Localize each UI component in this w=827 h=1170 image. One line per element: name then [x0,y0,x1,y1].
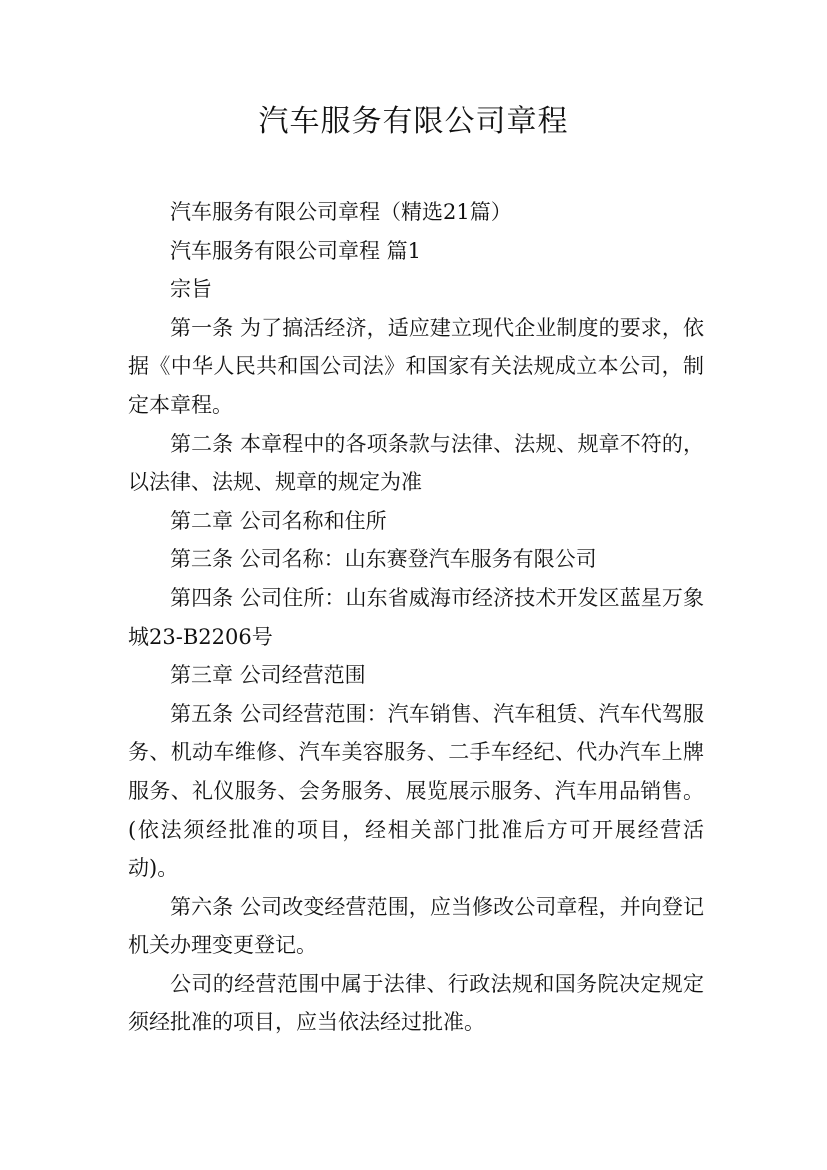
document-body [128,193,704,1042]
paragraph-subtitle: 汽车服务有限公司章程（精选21篇） [170,200,512,224]
document-title: 汽车服务有限公司章程 [258,104,569,139]
paragraph-article-1: 第一条 为了搞活经济，适应建立现代企业制度的要求，依据《中华人民共和国公司法》和国家有关法规成立本公司，制定本章程。 [128,315,704,417]
paragraph-purpose-heading: 宗旨 [170,277,212,302]
paragraph-article-5: 第五条 公司经营范围：汽车销售、汽车租赁、汽车代驾服务、机动车维修、汽车美容服务、二手车经纪、代办汽车上牌服务、礼仪服务、会务服务、展览展示服务、汽车用品销售。(依法须经批准的项目，经相关部门批准后方可开展经营活动)。 [128,701,704,881]
paragraph-article-6: 第六条 公司改变经营范围，应当修改公司章程，并向登记机关办理变更登记。 [128,894,704,958]
paragraph-article-2: 第二条 本章程中的各项条款与法律、法规、规章不符的，以法律、法规、规章的规定为准 [128,431,704,495]
paragraph-article-4: 第四条 公司住所：山东省威海市经济技术开发区蓝星万象城23-B2206号 [128,585,704,649]
paragraph-section-heading: 汽车服务有限公司章程 篇1 [170,238,422,263]
paragraph-scope-approval: 公司的经营范围中属于法律、行政法规和国务院决定规定须经批准的项目，应当依法经过批准。 [128,971,704,1035]
paragraph-article-3: 第三条 公司名称：山东赛登汽车服务有限公司 [170,547,597,572]
paragraph-chapter-3: 第三章 公司经营范围 [170,663,366,688]
paragraph-chapter-2: 第二章 公司名称和住所 [170,508,387,533]
